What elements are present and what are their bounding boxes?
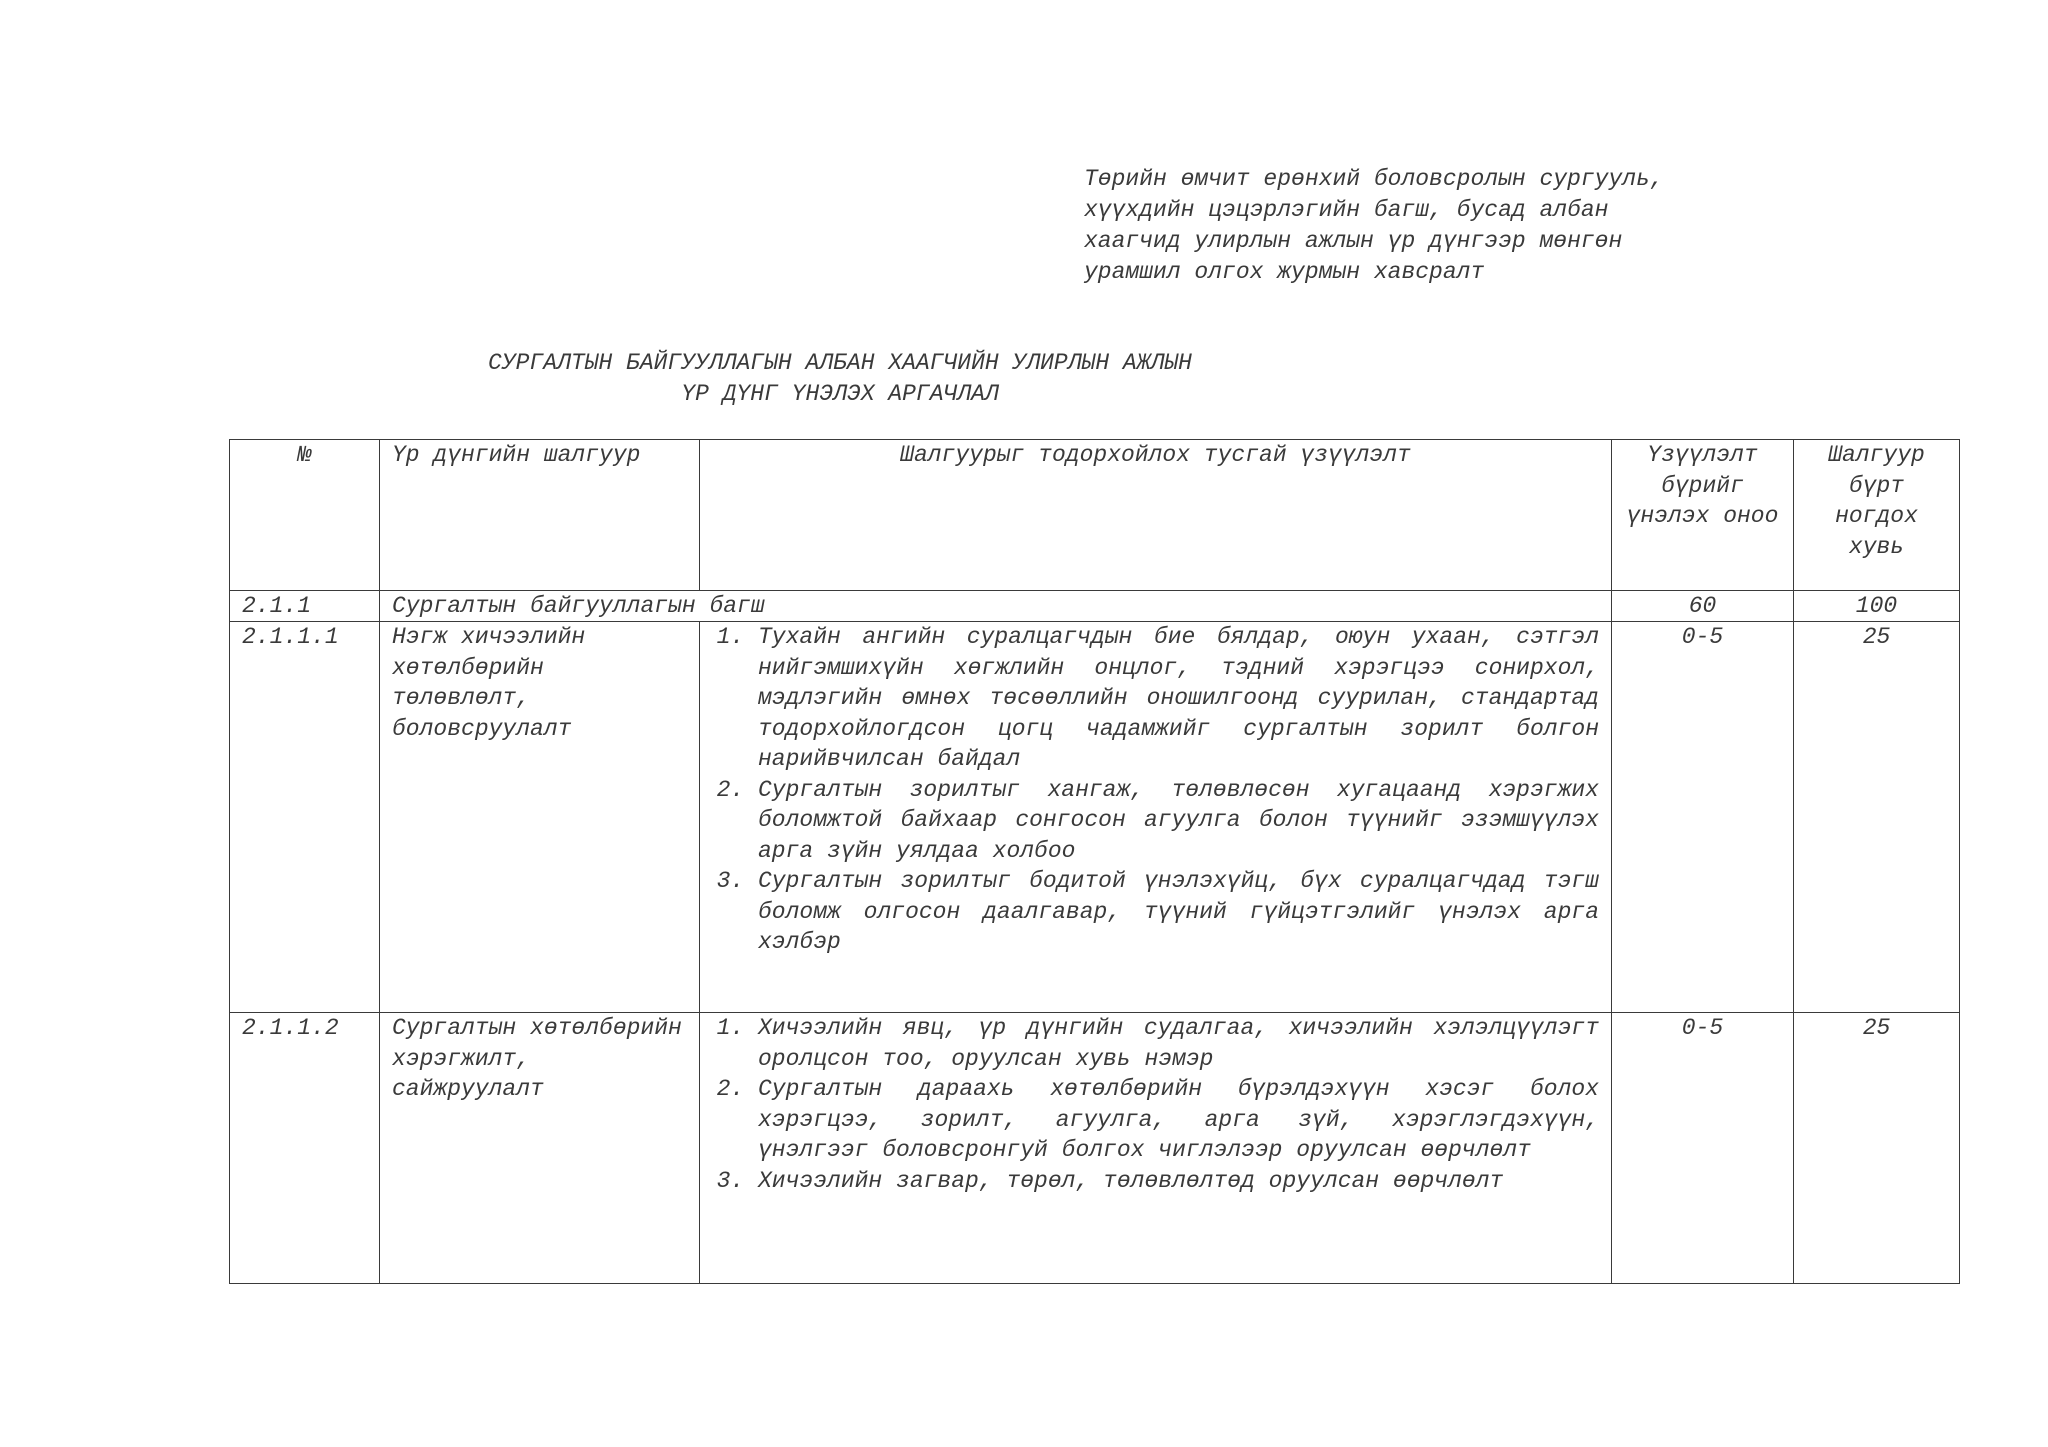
section-title: Сургалтын байгууллагын багш [380, 591, 1612, 622]
indicator-item: 1. Тухайн ангийн суралцагчдын бие бялдар, оюун ухаан, сэтгэл нийгэмшихүйн хөгжлийн онцлог, тэдний хэрэгцээ сонирхол, мэдлэгийн өмнөх төсөөллийн оношилгоонд суурилан, стандартад тодорхойлогдсон цогц чадамжийг сургалтын зорилт болгон нарийвчилсан байдал [758, 622, 1599, 775]
indicator-item: 3. Хичээлийн загвар, төрөл, төлөвлөлтөд оруулсан өөрчлөлт [758, 1166, 1599, 1197]
row-num: 2.1.1.1 [230, 622, 380, 1013]
annex-line: хүүхдийн цэцэрлэгийн багш, бусад албан [1084, 197, 1609, 223]
section-num: 2.1.1 [230, 591, 380, 622]
indicator-item: 2. Сургалтын зорилтыг хангаж, төлөвлөсөн хугацаанд хэрэгжих боломжтой байхаар сонгосон агуулга болон түүнийг эзэмшүүлэх арга зүйн уялдаа холбоо [758, 775, 1599, 867]
annex-line: хаагчид улирлын ажлын үр дүнгээр мөнгөн [1084, 228, 1623, 254]
annex-note [1084, 164, 1784, 288]
row-score: 0-5 [1612, 622, 1794, 1013]
title-line-1: СУРГАЛТЫН БАЙГУУЛЛАГЫН АЛБАН ХААГЧИЙН УЛИРЛЫН АЖЛЫН [488, 350, 1192, 376]
header-criterion: Үр дүнгийн шалгуур [380, 440, 700, 591]
section-row [230, 591, 1960, 622]
row-num: 2.1.1.2 [230, 1013, 380, 1284]
document-title [440, 348, 1240, 410]
table-row [230, 1013, 1960, 1284]
table-row [230, 622, 1960, 1013]
row-share: 25 [1794, 1013, 1960, 1284]
header-num: № [230, 440, 380, 591]
table-header-row [230, 440, 1960, 591]
criteria-table [229, 439, 1960, 1284]
indicator-item: 1. Хичээлийн явц, үр дүнгийн судалгаа, хичээлийн хэлэлцүүлэгт оролцсон тоо, оруулсан хувь нэмэр [758, 1013, 1599, 1074]
indicator-item: 3. Сургалтын зорилтыг бодитой үнэлэхүйц, бүх суралцагчдад тэгш боломж олгосон даалгавар, түүний гүйцэтгэлийг үнэлэх арга хэлбэр [758, 866, 1599, 958]
row-indicators [700, 622, 1612, 1013]
title-line-2: ҮР ДҮНГ ҮНЭЛЭХ АРГАЧЛАЛ [681, 381, 999, 407]
row-criterion: Сургалтын хөтөлбөрийн хэрэгжилт, сайжруулалт [380, 1013, 700, 1284]
indicator-item: 2. Сургалтын дараахь хөтөлбөрийн бүрэлдэхүүн хэсэг болох хэрэгцээ, зорилт, агуулга, арга зүй, хэрэглэгдэхүүн, үнэлгээг боловсронгуй болгох чиглэлээр оруулсан өөрчлөлт [758, 1074, 1599, 1166]
row-score: 0-5 [1612, 1013, 1794, 1284]
header-score: Үзүүлэлт бүрийг үнэлэх оноо [1612, 440, 1794, 591]
annex-line: урамшил олгох журмын хавсралт [1084, 259, 1485, 285]
row-indicators [700, 1013, 1612, 1284]
section-share: 100 [1794, 591, 1960, 622]
row-share: 25 [1794, 622, 1960, 1013]
indicator-list [712, 622, 1599, 958]
header-indicator: Шалгуурыг тодорхойлох тусгай үзүүлэлт [700, 440, 1612, 591]
annex-line: Төрийн өмчит ерөнхий боловсролын сургууль, [1084, 166, 1664, 192]
section-score: 60 [1612, 591, 1794, 622]
header-share: Шалгуур бүрт ногдох хувь [1794, 440, 1960, 591]
indicator-list [712, 1013, 1599, 1196]
row-criterion: Нэгж хичээлийн хөтөлбөрийн төлөвлөлт, боловсруулалт [380, 622, 700, 1013]
